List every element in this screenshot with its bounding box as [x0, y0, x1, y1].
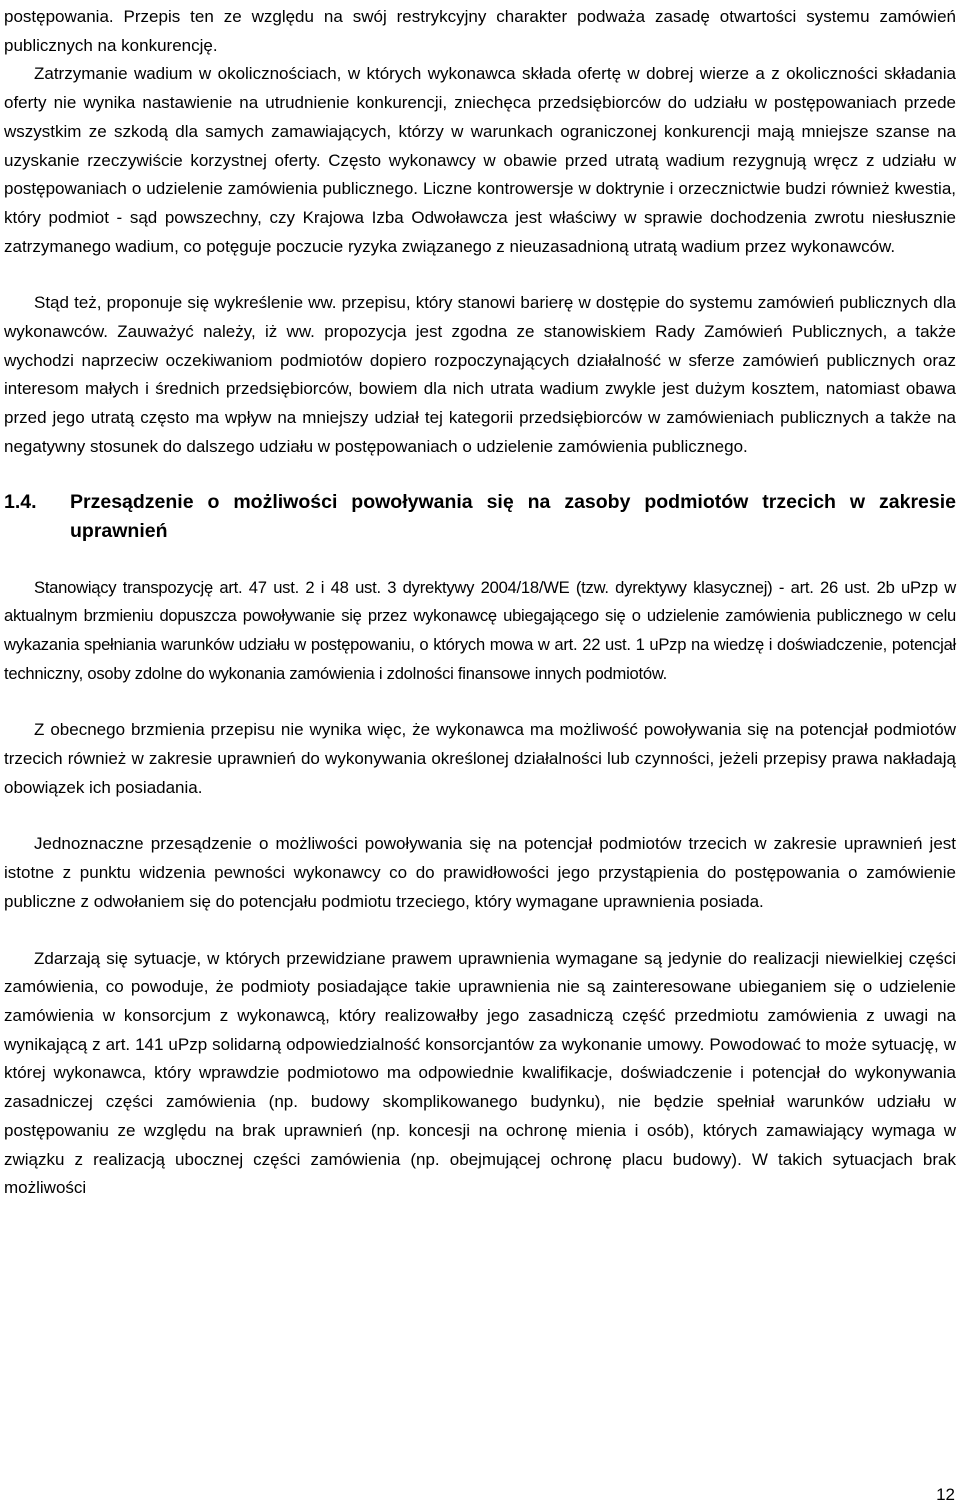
- page-number: 12: [936, 1485, 955, 1504]
- paragraph-clarification: Jednoznaczne przesądzenie o możliwości powoływania się na potencjał podmiotów trzecich w zakresie uprawnień jest istotne z punktu widzenia pewności wykonawcy co do prawidłowości jego przystąpienia do postępowania o zamówienie publiczne z odwołaniem się do potencjału podmiotu trzeciego, który wymagane uprawnienia posiada.: [4, 834, 956, 911]
- section-title: Przesądzenie o możliwości powoływania się na zasoby podmiotów trzecich w zakresie uprawnień: [70, 490, 956, 542]
- section-number: 1.4.: [4, 490, 37, 513]
- paragraph-continuation: postępowania. Przepis ten ze względu na swój restrykcyjny charakter podważa zasadę otwartości systemu zamówień publicznych na konkurencję.: [4, 7, 956, 55]
- page-content: [4, 3, 956, 1203]
- paragraph-proposal: Stąd też, proponuje się wykreślenie ww. przepisu, który stanowi barierę w dostępie do systemu zamówień publicznych dla wykonawców. Zauważyć należy, iż ww. propozycja jest zgodna ze stanowiskiem Rady Zamówień Publicznych, a także wychodzi naprzeciw oczekiwaniom podmiotów dopiero rozpoczynających działalność w sferze zamówień publicznych oraz interesom małych i średnich przedsiębiorców, bowiem dla nich utrata wadium zwykle jest dużym kosztem, natomiast obawa przed jego utratą często ma wpływ na mniejszy udział tej kategorii przedsiębiorców w zamówieniach publicznych a także na negatywny stosunek do dalszego udziału w postępowaniach o udzielenie zamówienia publicznego.: [4, 293, 956, 456]
- section-heading: [4, 488, 956, 546]
- paragraph-transposition: Stanowiący transpozycję art. 47 ust. 2 i 48 ust. 3 dyrektywy 2004/18/WE (tzw. dyrektywy klasycznej) - art. 26 ust. 2b uPzp w aktualnym brzmieniu dopuszcza powoływanie się przez wykonawcę ubiegającego się o udzielenie zamówienia publicznego w celu wykazania spełniania warunków udziału w postępowaniu, o których mowa w art. 22 ust. 1 uPzp na wiedzę i doświadczenie, potencjał techniczny, osoby zdolne do wykonania zamówienia i zdolności finansowe innych podmiotów.: [4, 577, 956, 683]
- paragraph-current-wording: Z obecnego brzmienia przepisu nie wynika więc, że wykonawca ma możliwość powoływania się na potencjał podmiotów trzecich również w zakresie uprawnień do wykonywania określonej działalności lub czynności, jeżeli przepisy prawa nakładają obowiązek ich posiadania.: [4, 720, 956, 797]
- paragraph-wadium-retention: Zatrzymanie wadium w okolicznościach, w których wykonawca składa ofertę w dobrej wierze a z okoliczności składania oferty nie wynika nastawienie na utrudnienie konkurencji, zniechęca przedsiębiorców do udziału w postępowaniach przede wszystkim ze szkodą dla samych zamawiających, którzy w warunkach ograniczonej konkurencji mają mniejsze szanse na uzyskanie rzeczywiście korzystnej oferty. Często wykonawcy w obawie przed utratą wadium rezygnują wręcz z udziału w postępowaniach o udzielenie zamówienia publicznego. Liczne kontrowersje w doktrynie i orzecznictwie budzi również kwestia, który podmiot - sąd powszechny, czy Krajowa Izba Odwoławcza jest właściwy w sprawie dochodzenia zwrotu niesłusznie zatrzymanego wadium, co potęguje poczucie ryzyka związanego z nieuzasadnioną utratą wadium przez wykonawców.: [4, 64, 956, 256]
- paragraph-situations: Zdarzają się sytuacje, w których przewidziane prawem uprawnienia wymagane są jedynie do realizacji niewielkiej części zamówienia, co powoduje, że podmioty posiadające takie uprawnienia nie są zainteresowane ubieganiem się o udzielenie zamówienia w konsorcjum z wykonawcą, który realizowałby jego zasadniczą część przedmiotu zamówienia z uwagi na wynikającą z art. 141 uPzp solidarną odpowiedzialność konsorcjantów za wykonanie umowy. Powodować to może sytuację, w której wykonawca, który wprawdzie podmiotowo ma odpowiednie kwalifikacje, doświadczenie i potencjał do wykonywania zasadniczej części zamówienia (np. budowy skomplikowanego budynku), nie będzie spełniał warunków udziału w postępowaniu ze względu na brak uprawnień (np. koncesji na ochronę mienia i osób), których zamawiający wymaga w związku z realizacją ubocznej części zamówienia (np. obejmującej ochronę placu budowy). W takich sytuacjach brak możliwości: [4, 948, 956, 1198]
